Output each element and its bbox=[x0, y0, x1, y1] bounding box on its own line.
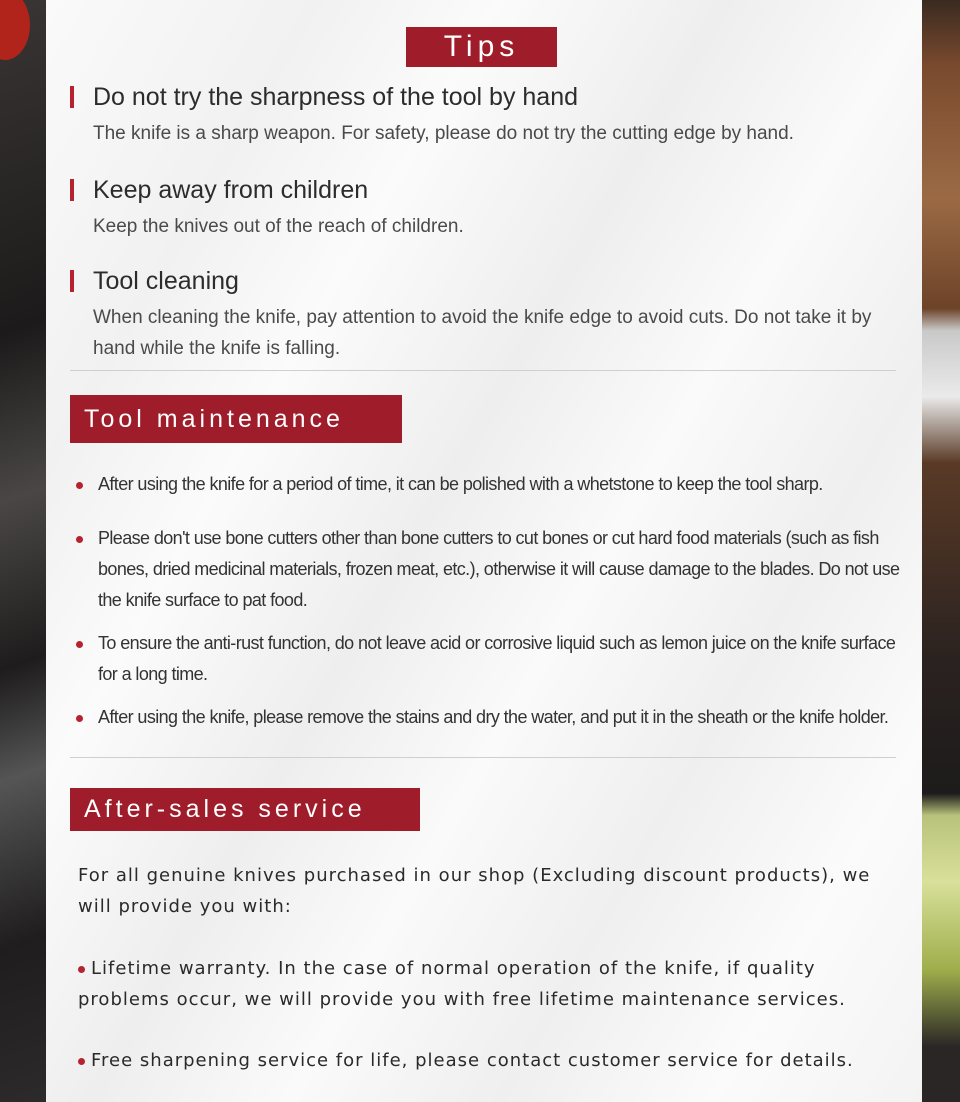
divider bbox=[70, 757, 896, 758]
tips-header: Tips bbox=[406, 27, 557, 67]
bullet-icon bbox=[76, 536, 83, 543]
tip-title: Do not try the sharpness of the tool by hand bbox=[93, 83, 579, 111]
bullet-icon bbox=[76, 641, 83, 648]
tip-desc: The knife is a sharp weapon. For safety, please do not try the cutting edge by hand. bbox=[93, 123, 794, 144]
after-sales-header: After-sales service bbox=[70, 788, 420, 831]
maintenance-header: Tool maintenance bbox=[70, 395, 402, 443]
bullet-icon bbox=[78, 966, 85, 973]
tip-desc: Keep the knives out of the reach of children. bbox=[93, 216, 464, 237]
tip-title: Tool cleaning bbox=[93, 267, 239, 295]
maintenance-list bbox=[76, 469, 906, 733]
after-sales-item: Free sharpening service for life, please contact customer service for details. bbox=[78, 1045, 898, 1076]
divider bbox=[70, 370, 896, 371]
bullet-icon bbox=[78, 1058, 85, 1065]
tomato-image bbox=[0, 0, 30, 60]
tip-cleaning bbox=[70, 266, 900, 364]
bullet-icon bbox=[76, 715, 83, 722]
bullet-icon bbox=[76, 482, 83, 489]
background-right-edge bbox=[920, 0, 960, 1102]
background-left-edge bbox=[0, 0, 46, 1102]
accent-bar bbox=[70, 86, 74, 108]
list-item: Please don't use bone cutters other than bone cutters to cut bones or cut hard food materials (such as fish bones, dried medicinal materials, frozen meat, etc.), otherwise it will cause damage to the blades. Do not use the knife surface to pat food. bbox=[76, 523, 906, 616]
list-item: After using the knife, please remove the stains and dry the water, and put it in the sheath or the knife holder. bbox=[76, 702, 906, 733]
tip-sharpness bbox=[70, 82, 900, 149]
content-panel bbox=[46, 0, 922, 1102]
accent-bar bbox=[70, 179, 74, 201]
after-sales-intro: For all genuine knives purchased in our shop (Excluding discount products), we will provide you with: bbox=[78, 865, 871, 917]
after-sales-item: Lifetime warranty. In the case of normal operation of the knife, if quality problems occur, we will provide you with free lifetime maintenance services. bbox=[78, 958, 846, 1010]
tip-title: Keep away from children bbox=[93, 176, 369, 204]
accent-bar bbox=[70, 270, 74, 292]
tip-children bbox=[70, 175, 900, 242]
list-item: After using the knife for a period of time, it can be polished with a whetstone to keep the tool sharp. bbox=[76, 469, 906, 500]
list-item: To ensure the anti-rust function, do not leave acid or corrosive liquid such as lemon juice on the knife surface for a long time. bbox=[76, 628, 906, 690]
tip-desc: When cleaning the knife, pay attention to avoid the knife edge to avoid cuts. Do not take it by hand while the knife is falling. bbox=[93, 307, 872, 359]
